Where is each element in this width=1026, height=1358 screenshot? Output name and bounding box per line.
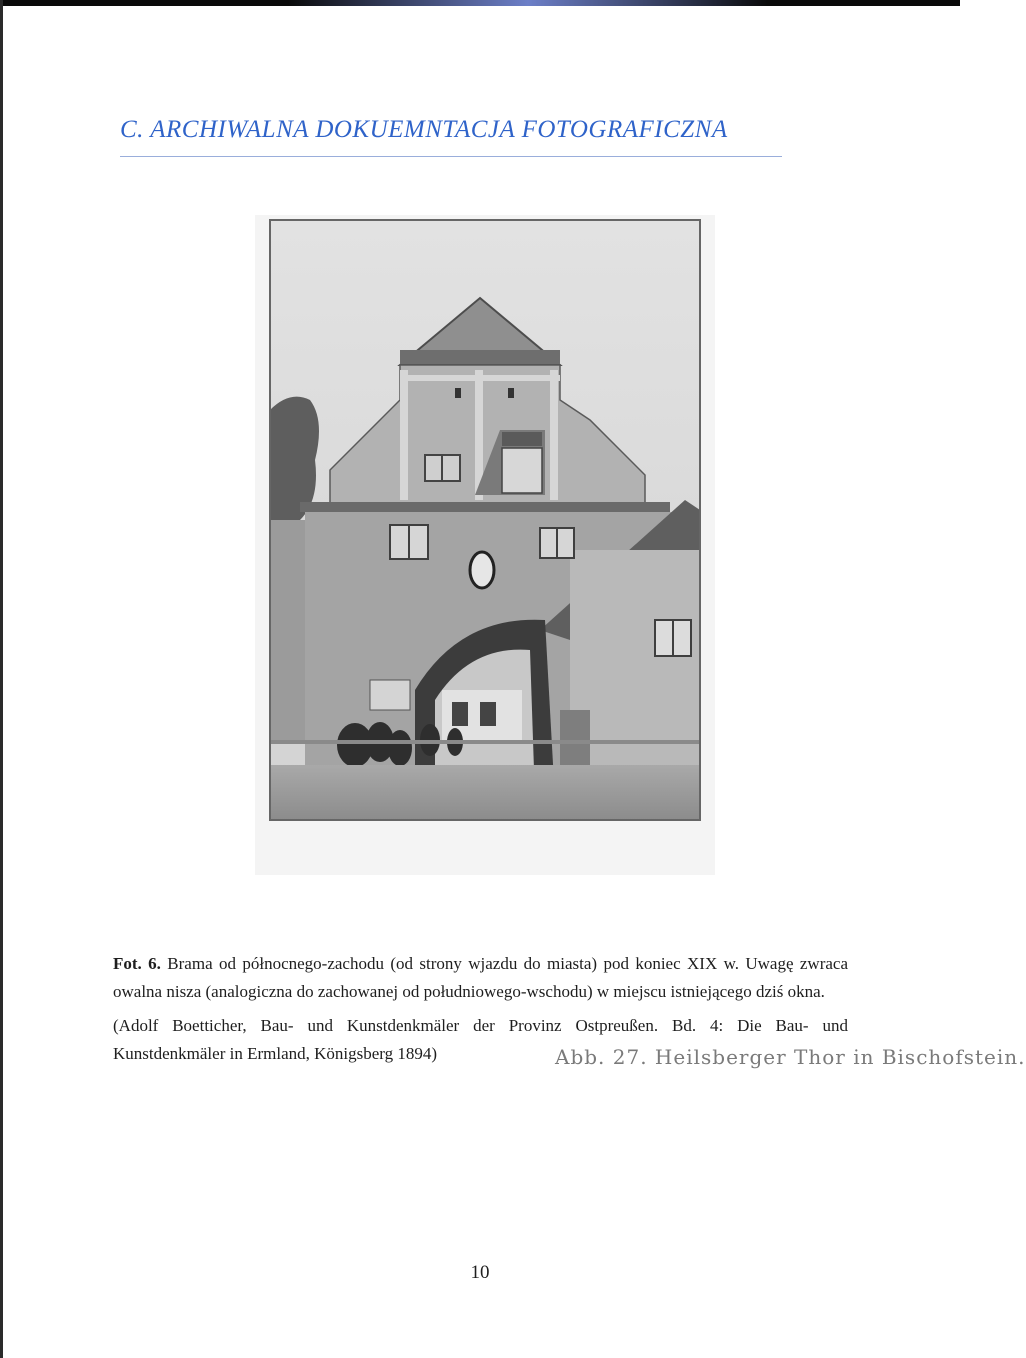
figure-description: Brama od północnego-zachodu (od strony wjazdu do miasta) pod koniec XIX w. Uwagę zwraca owalna nisza (analogiczna do zachowanej od południowego-wschodu) w miejscu istniejącego dziś okna. [113, 954, 849, 1001]
heading-underline [120, 156, 782, 157]
figure-source: (Adolf Boetticher, Bau- und Kunstdenkmäler der Provinz Ostpreußen. Bd. 4: Die Bau- und Kunstdenkmäler in Ermland, Königsberg 1894) [113, 1016, 848, 1063]
figure-label: Fot. 6. [113, 954, 161, 973]
oval-niche [470, 552, 494, 588]
eave-line [300, 502, 670, 512]
figure-caption [113, 950, 848, 1068]
figure-caption-text [113, 950, 848, 1006]
photo-caption: Abb. 27. Heilsberger Thor in Bischofstein. [555, 1045, 1026, 1069]
cobbled-ground [270, 765, 700, 820]
top-edge-rule [0, 0, 960, 6]
section-heading: C. ARCHIWALNA DOKUEMNTACJA FOTOGRAFICZNA [120, 116, 728, 143]
left-scan-edge [0, 0, 3, 1358]
gate-tower-photo [270, 220, 700, 820]
page-number: 10 [470, 1262, 490, 1283]
